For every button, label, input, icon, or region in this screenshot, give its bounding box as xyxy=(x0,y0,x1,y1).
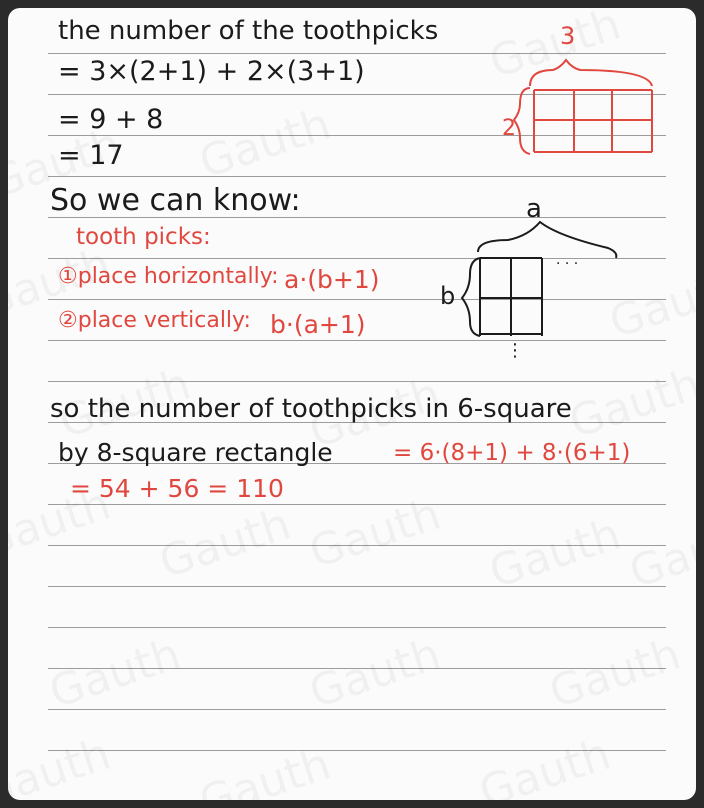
figure2-dots-down: ⋮ xyxy=(506,340,524,361)
line-7-formula: a·(b+1) xyxy=(284,265,380,294)
line-10-text: by 8-square rectangle xyxy=(58,438,333,467)
figure1-side-label: 2 xyxy=(502,116,516,141)
figure2-top-brace xyxy=(478,222,616,258)
line-1: the number of the toothpicks xyxy=(58,16,439,46)
notebook-page xyxy=(8,8,696,800)
line-4: = 17 xyxy=(58,140,124,171)
figures-drawing xyxy=(8,8,696,800)
figure2-grid xyxy=(480,258,542,336)
line-3: = 9 + 8 xyxy=(58,104,164,135)
line-8-formula: b·(a+1) xyxy=(270,310,366,339)
figure1-top-brace xyxy=(530,60,652,86)
line-2: = 3×(2+1) + 2×(3+1) xyxy=(58,56,365,87)
line-8-label: ②place vertically: xyxy=(58,308,251,333)
figure2-dots-right: · · · xyxy=(556,256,579,272)
figure2-side-brace xyxy=(462,258,480,336)
line-11: = 54 + 56 = 110 xyxy=(70,474,284,503)
line-6: tooth picks: xyxy=(76,224,211,250)
figure1-side-brace xyxy=(514,88,530,154)
figure1-grid xyxy=(534,90,652,152)
line-7-label: ①place horizontally: xyxy=(58,264,279,289)
line-9: so the number of toothpicks in 6-square xyxy=(50,394,572,424)
figure1-top-label: 3 xyxy=(560,22,576,50)
line-10-formula: = 6·(8+1) + 8·(6+1) xyxy=(393,440,631,466)
line-5: So we can know: xyxy=(50,183,301,218)
figure2-top-label: a xyxy=(526,194,542,224)
figure2-side-label: b xyxy=(440,282,456,310)
